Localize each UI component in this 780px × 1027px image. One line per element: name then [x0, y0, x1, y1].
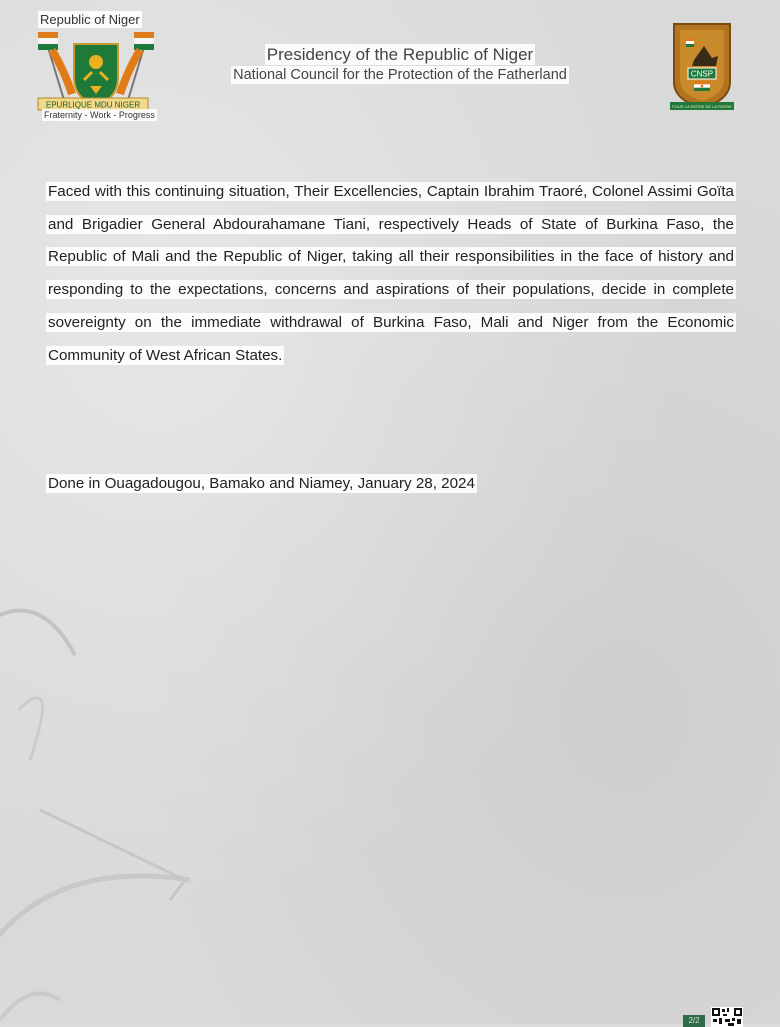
- svg-text:CNSP: CNSP: [690, 69, 714, 79]
- document-header: [200, 44, 600, 85]
- qr-code-icon: [711, 1007, 743, 1027]
- country-name: Republic of Niger: [40, 12, 140, 27]
- svg-text:POUR LA PATRIE DE LA PATRIE: POUR LA PATRIE DE LA PATRIE: [672, 104, 732, 109]
- presidency-title: Presidency of the Republic of Niger: [266, 45, 534, 64]
- page-number-badge: 2/2: [683, 1015, 705, 1027]
- cnsp-emblem: [666, 20, 738, 112]
- coat-of-arms-emblem: [34, 30, 158, 116]
- national-motto: Fraternity - Work - Progress: [44, 110, 155, 120]
- place-and-date: Done in Ouagadougou, Bamako and Niamey, January 28, 2024: [48, 475, 475, 492]
- declaration-paragraph: Faced with this continuing situation, Their Excellencies, Captain Ibrahim Traoré, Colonel Assimi Goïta and Brigadier General Abdourahamane Tiani, respectively Heads of State of Burkina Faso, the Republic of Mali and the Republic of Niger, taking all their responsibilities in the face of history and responding to the expectations, concerns and aspirations of their populations, decide in complete sovereignty on the immediate withdrawal of Burkina Faso, Mali and Niger from the Economic Community of West African States.: [48, 183, 734, 364]
- decorative-watermark-arc: [0, 560, 260, 1024]
- svg-text:EPURLIQUE MDU NIGER: EPURLIQUE MDU NIGER: [45, 100, 141, 110]
- council-title: National Council for the Protection of the Fatherland: [233, 67, 567, 83]
- niger-coat-of-arms: [34, 12, 158, 124]
